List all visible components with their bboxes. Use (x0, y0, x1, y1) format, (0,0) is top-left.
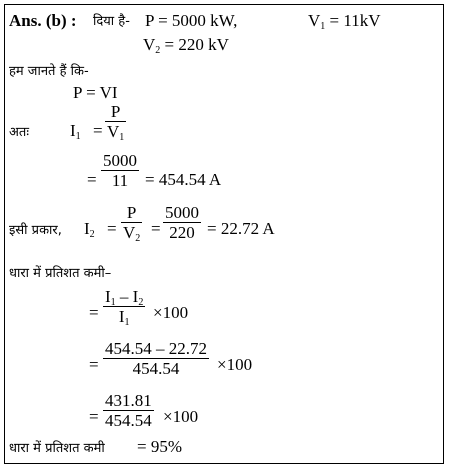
similarly-text: इसी प्रकार, (9, 223, 62, 238)
final-label: धारा में प्रतिशत कमी (9, 441, 105, 456)
fraction-p-over-v2: $\frac{P}{V_2}$ (123, 203, 141, 244)
fraction-i1-minus-i2-over-i1: $\frac{I_1 - I_2}{I_1}$ (105, 287, 144, 328)
equals-sign: = (89, 303, 99, 322)
equals-sign: = (93, 121, 103, 140)
we-know-text: हम जानते हैं कि- (9, 64, 89, 79)
i1-result: = 454.54 A (145, 170, 222, 189)
times-100: ×100 (153, 303, 189, 322)
i2-result: = 22.72 A (207, 219, 275, 238)
equals-sign: = (89, 407, 99, 426)
times-100: ×100 (163, 407, 199, 426)
equals-sign: = (89, 355, 99, 374)
equals-sign: = (87, 170, 97, 189)
i2-symbol: $I_2$ (84, 219, 95, 240)
fraction-step-3: $\frac{431.81}{454.54}$ (105, 391, 152, 430)
answer-box (4, 4, 444, 464)
times-100: ×100 (217, 355, 253, 374)
equals-sign: = (107, 219, 117, 238)
hence-text: अतः (9, 125, 29, 140)
equals-sign: = (151, 219, 161, 238)
given-v1: $V_1 = 11kV$ (308, 11, 381, 32)
fraction-5000-over-220: $\frac{5000}{220}$ (165, 203, 199, 242)
percent-reduction-label: धारा में प्रतिशत कमी– (9, 266, 112, 281)
given-power: P = 5000 kW, (145, 11, 238, 30)
answer-label: Ans. (b) : (9, 11, 77, 30)
fraction-5000-over-11: $\frac{5000}{11}$ (103, 151, 137, 190)
given-v2: $V_2 = 220$ kV (143, 35, 229, 56)
formula-p-vi: P = VI (73, 83, 118, 102)
i1-symbol: $I_1$ (70, 121, 81, 142)
final-value: = 95% (137, 437, 182, 456)
fraction-p-over-v1: $\frac{P}{V_1}$ (107, 102, 125, 143)
given-intro: दिया है- (93, 14, 130, 29)
fraction-step-2: $\frac{454.54 - 22.72}{454.54}$ (105, 339, 207, 378)
